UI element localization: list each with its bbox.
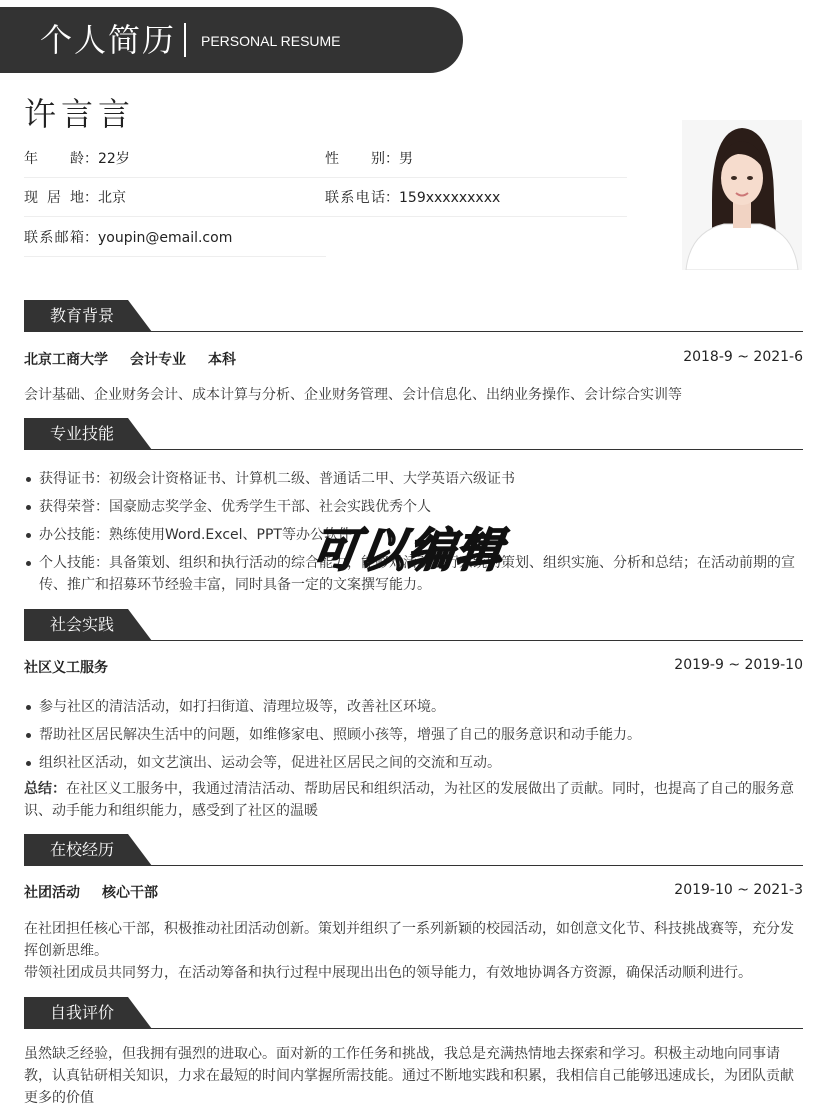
section-title: 自我评价 (50, 1003, 115, 1022)
school-name: 北京工商大学 (24, 352, 108, 368)
phone-value: 159xxxxxxxxx (399, 190, 501, 206)
practice-item[interactable]: 组织社区活动，如文艺演出、运动会等，促进社区居民之间的交流和互动。 (24, 752, 803, 774)
section-rule (24, 331, 803, 332)
candidate-name[interactable]: 许言言 (24, 95, 136, 133)
practice-item[interactable]: 帮助社区居民解决生活中的问题，如维修家电、照顾小孩等，增强了自己的服务意识和动手能力。 (24, 724, 803, 746)
section-rule (24, 865, 803, 866)
phone-label: 联系电话 (325, 190, 385, 206)
summary-text: 在社区义工服务中，我通过清洁活动、帮助居民和组织活动，为社区的发展做出了贡献。同时，也提高了自己的服务意识、动手能力和组织能力，感受到了社区的温暖 (24, 781, 794, 819)
major-name: 会计专业 (130, 352, 186, 368)
header-banner (0, 7, 463, 73)
info-divider (24, 256, 326, 257)
info-phone[interactable]: 联系电话：159xxxxxxxxx (325, 190, 501, 206)
info-residence[interactable]: 现居地：北京 (24, 190, 126, 206)
section-title: 教育背景 (50, 306, 115, 325)
section-rule (24, 449, 803, 450)
section-rule (24, 1028, 803, 1029)
education-courses[interactable]: 会计基础、企业财务会计、成本计算与分析、企业财务管理、会计信息化、出纳业务操作、会计综合实训等 (24, 387, 682, 403)
resume-title: 个人简历 (40, 21, 177, 59)
section-practice (24, 609, 803, 641)
resume-subtitle: PERSONAL RESUME (201, 33, 341, 49)
section-campus (24, 834, 803, 866)
practice-summary[interactable] (24, 778, 803, 822)
email-value: youpin@email.com (98, 230, 233, 246)
info-gender[interactable]: 性别：男 (325, 151, 413, 167)
skill-item[interactable]: 获得荣誉：国豪励志奖学金、优秀学生干部、社会实践优秀个人 (24, 496, 803, 518)
education-date: 2018-9 ~ 2021-6 (683, 349, 803, 365)
editable-watermark: 可以编辑 (308, 523, 508, 577)
practice-date: 2019-9 ~ 2019-10 (674, 657, 803, 673)
skill-item[interactable]: 个人技能：具备策划、组织和执行活动的综合能力，能够对活动进行系统的策划、组织实施、分析和总结；在活动前期的宣传、推广和招募环节经验丰富，同时具备一定的文案撰写能力。 (24, 552, 803, 596)
avatar-icon (682, 120, 802, 270)
campus-role: 核心干部 (102, 885, 158, 901)
campus-entry[interactable] (24, 882, 803, 904)
section-title: 社会实践 (50, 615, 115, 634)
campus-date: 2019-10 ~ 2021-3 (674, 882, 803, 898)
campus-org: 社团活动 (24, 885, 80, 901)
residence-value: 北京 (98, 190, 126, 206)
practice-item[interactable]: 参与社区的清洁活动，如打扫街道、清理垃圾等，改善社区环境。 (24, 696, 803, 718)
section-self-eval (24, 997, 803, 1029)
info-age[interactable]: 年龄：22岁 (24, 151, 130, 167)
gender-value: 男 (399, 151, 413, 167)
practice-list (24, 696, 803, 774)
practice-entry[interactable] (24, 657, 803, 679)
skill-item[interactable]: 办公技能：熟练使用Word.Excel、PPT等办公软件 (24, 524, 803, 546)
skill-item[interactable]: 获得证书：初级会计资格证书、计算机二级、普通话二甲、大学英语六级证书 (24, 468, 803, 490)
banner-divider (184, 23, 186, 57)
age-label: 年龄 (24, 151, 84, 167)
self-eval-text[interactable]: 虽然缺乏经验，但我拥有强烈的进取心。面对新的工作任务和挑战，我总是充满热情地去探索和学习。积极主动地向同事请教，认真钻研相关知识，力求在最短的时间内掌握所需技能。通过不断地实践和积累，我相信自己能够迅速成长，为团队贡献更多的价值 (24, 1046, 794, 1106)
info-divider (24, 177, 627, 178)
age-value: 22岁 (98, 151, 130, 167)
education-entry[interactable] (24, 349, 803, 371)
degree-name: 本科 (208, 352, 236, 368)
summary-label: 总结： (24, 781, 66, 797)
section-title: 在校经历 (50, 840, 115, 859)
campus-description[interactable]: 在社团担任核心干部，积极推动社团活动创新。策划并组织了一系列新颖的校园活动，如创意文化节、科技挑战赛等，充分发挥创新思维。 (24, 921, 794, 959)
section-education (24, 300, 803, 332)
info-divider (24, 216, 627, 217)
gender-label: 性别 (325, 151, 385, 167)
campus-description[interactable]: 带领社团成员共同努力，在活动筹备和执行过程中展现出出色的领导能力，有效地协调各方资源，确保活动顺利进行。 (24, 965, 752, 981)
section-rule (24, 640, 803, 641)
practice-org: 社区义工服务 (24, 660, 108, 676)
section-title: 专业技能 (50, 424, 115, 443)
info-email[interactable]: 联系邮箱：youpin@email.com (24, 230, 233, 246)
section-skills (24, 418, 803, 450)
email-label: 联系邮箱 (24, 230, 84, 246)
residence-label: 现居地 (24, 190, 84, 206)
profile-photo[interactable] (682, 120, 802, 270)
